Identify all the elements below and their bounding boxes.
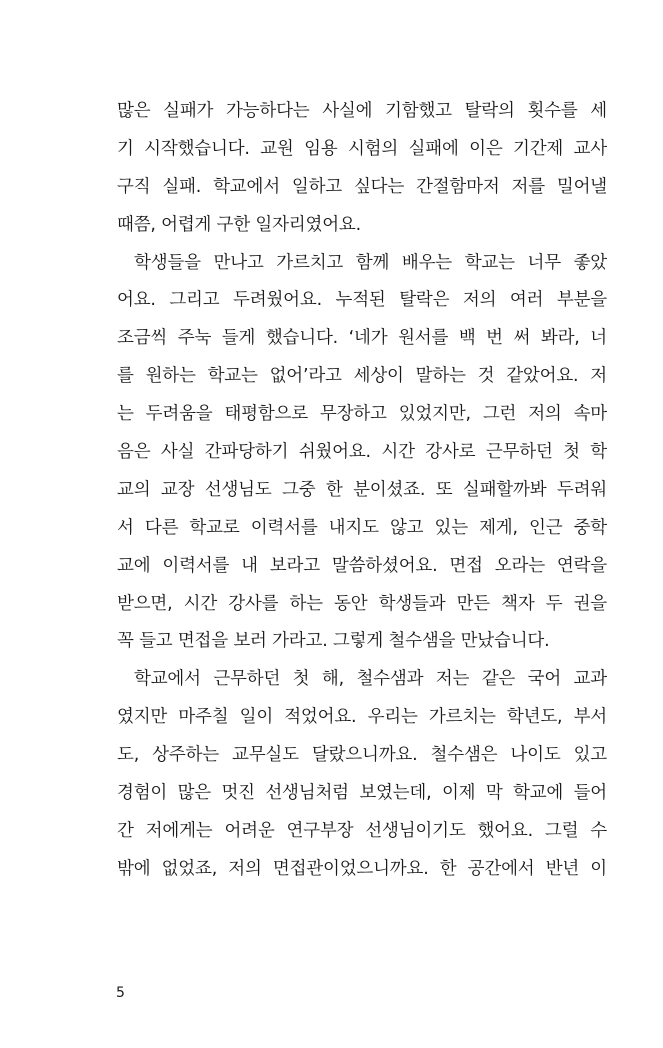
text-line: 학교에서 근무하던 첫 해, 철수샘과 저는 같은 국어 교과 bbox=[134, 669, 607, 690]
text-line: 꼭 들고 면접을 보러 가라고. 그렇게 철수샘을 만났습니다. bbox=[117, 631, 550, 652]
text-line: 도, 상주하는 교무실도 달랐으니까요. 철수샘은 나이도 있고 bbox=[117, 745, 607, 766]
text-line: 서 다른 학교로 이력서를 내지도 않고 있는 제게, 인근 중학 bbox=[117, 517, 607, 538]
text-line: 교에 이력서를 내 보라고 말씀하셨어요. 면접 오라는 연락을 bbox=[117, 555, 607, 576]
text-line: 조금씩 주눅 들게 했습니다. ‘네가 원서를 백 번 써 봐라, 너 bbox=[117, 328, 607, 349]
text-line: 는 두려움을 태평함으로 무장하고 있었지만, 그런 저의 속마 bbox=[117, 404, 607, 425]
text-line: 경험이 많은 멋진 선생님처럼 보였는데, 이제 막 학교에 들어 bbox=[117, 783, 607, 804]
body-text bbox=[117, 93, 607, 889]
text-line: 기 시작했습니다. 교원 임용 시험의 실패에 이은 기간제 교사 bbox=[117, 138, 607, 159]
text-line: 음은 사실 간파당하기 쉬웠어요. 시간 강사로 근무하던 첫 학 bbox=[117, 442, 607, 463]
text-line: 교의 교장 선생님도 그중 한 분이셨죠. 또 실패할까봐 두려워 bbox=[117, 479, 607, 500]
text-line: 받으면, 시간 강사를 하는 동안 학생들과 만든 책자 두 권을 bbox=[117, 593, 607, 614]
text-line: 밖에 없었죠, 저의 면접관이었으니까요. 한 공간에서 반년 이 bbox=[117, 858, 607, 879]
text-line: 많은 실패가 가능하다는 사실에 기함했고 탈락의 횟수를 세 bbox=[117, 101, 607, 121]
text-line: 간 저에게는 어려운 연구부장 선생님이기도 했어요. 그럴 수 bbox=[117, 820, 607, 841]
text-line: 때쯤, 어렵게 구한 일자리였어요. bbox=[117, 214, 361, 235]
page-number: 5 bbox=[116, 985, 125, 1001]
text-line: 학생들을 만나고 가르치고 함께 배우는 학교는 너무 좋았 bbox=[134, 252, 607, 273]
text-line: 였지만 마주칠 일이 적었어요. 우리는 가르치는 학년도, 부서 bbox=[117, 707, 607, 728]
text-line: 를 원하는 학교는 없어’라고 세상이 말하는 것 같았어요. 저 bbox=[117, 366, 607, 387]
text-line: 어요. 그리고 두려웠어요. 누적된 탈락은 저의 여러 부분을 bbox=[117, 290, 607, 311]
text-line: 구직 실패. 학교에서 일하고 싶다는 간절함마저 저를 밀어낼 bbox=[117, 176, 607, 197]
